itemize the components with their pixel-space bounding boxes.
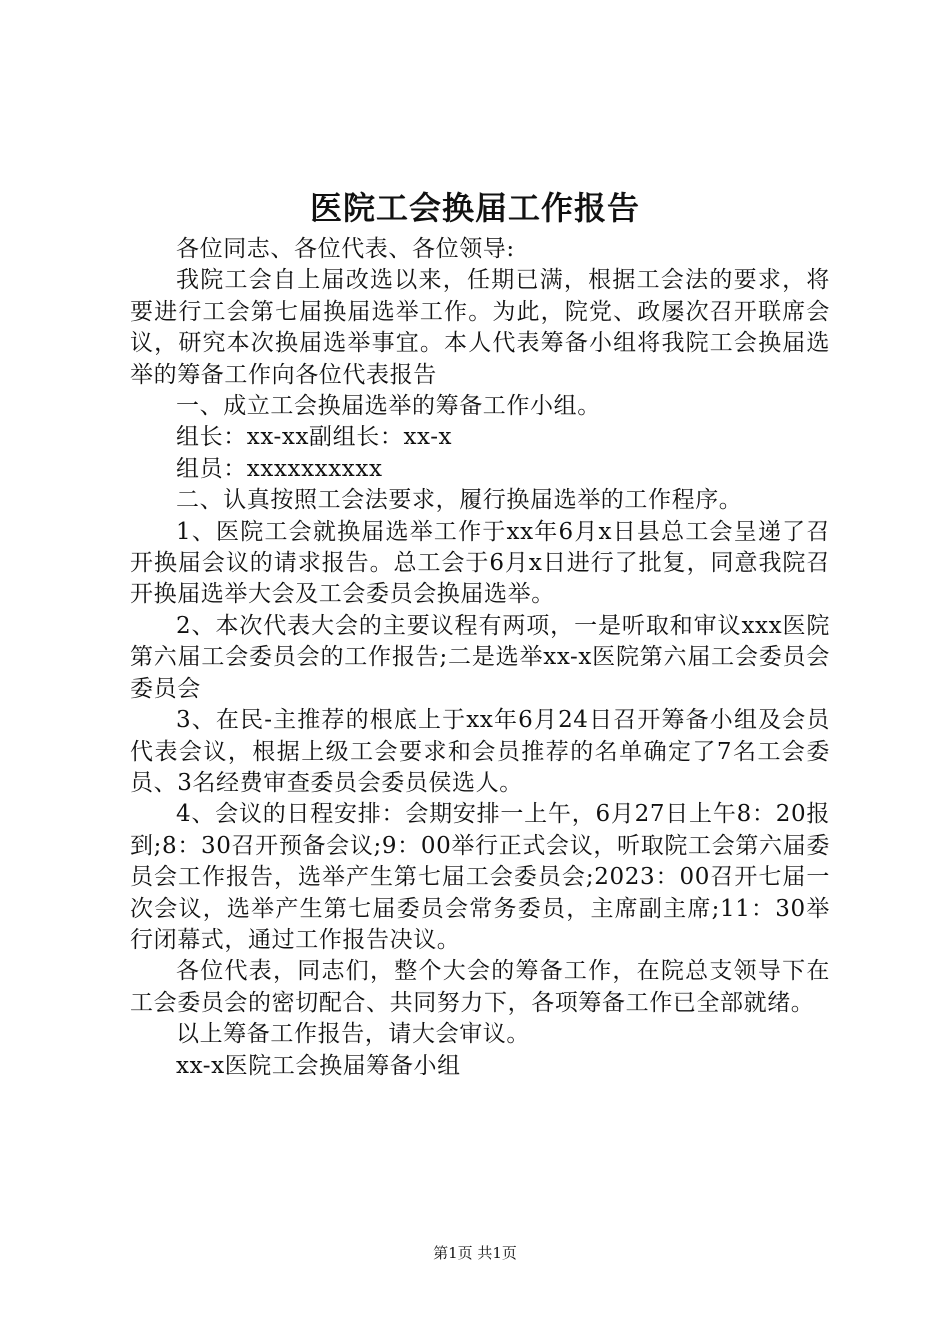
signature-line: xx-x医院工会换届筹备小组 — [176, 1052, 461, 1079]
closing-paragraph: 各位代表，同志们，整个大会的筹备工作，在院总支领导下在工会委员会的密切配合、共同努力下，各项筹备工作已全部就绪。 — [130, 958, 830, 1016]
group-members: 组员：xxxxxxxxxx — [176, 455, 383, 482]
item-two-paragraph: 2、本次代表大会的主要议程有两项，一是听取和审议xxx医院第六届工会委员会的工作报告;二是选举xx-x医院第六届工会委员会委员会 — [130, 612, 830, 702]
section-two-heading: 二、认真按照工会法要求，履行换届选举的工作程序。 — [176, 487, 743, 514]
item-three-paragraph: 3、在民-主推荐的根底上于xx年6月24日召开筹备小组及会员代表会议，根据上级工会要求和会员推荐的名单确定了7名工会委员、3名经费审查委员会委员侯选人。 — [130, 707, 830, 796]
item-one-paragraph: 1、医院工会就换届选举工作于xx年6月x日县总工会呈递了召开换届会议的请求报告。总工会于6月x日进行了批复，同意我院召开换届选举大会及工会委员会换届选举。 — [130, 518, 830, 608]
section-one-heading: 一、成立工会换届选举的筹备工作小组。 — [176, 393, 601, 420]
request-review-paragraph: 以上筹备工作报告，请大会审议。 — [176, 1021, 530, 1048]
item-four-paragraph: 4、会议的日程安排：会期安排一上午，6月27日上午8：20报到;8：30召开预备会议;9：00举行正式会议，听取院工会第六届委员会工作报告，选举产生第七届工会委员会;2023：00召开七届一次会议，选举产生第七届委员会常务委员，主席副主席;11：30举行闭幕式，通过工作报告决议。 — [130, 801, 830, 953]
group-leaders: 组长：xx-xx副组长：xx-x — [176, 424, 453, 451]
intro-paragraph: 我院工会自上届改选以来，任期已满，根据工会法的要求，将要进行工会第七届换届选举工作。为此，院党、政屡次召开联席会议，研究本次换届选举事宜。本人代表筹备小组将我院工会换届选举的筹备工作向各位代表报告 — [130, 267, 830, 388]
document-body — [130, 234, 830, 1082]
page-footer: 第1页 共1页 — [433, 1244, 517, 1262]
document-title: 医院工会换届工作报告 — [309, 189, 640, 227]
salutation: 各位同志、各位代表、各位领导: — [176, 236, 515, 262]
